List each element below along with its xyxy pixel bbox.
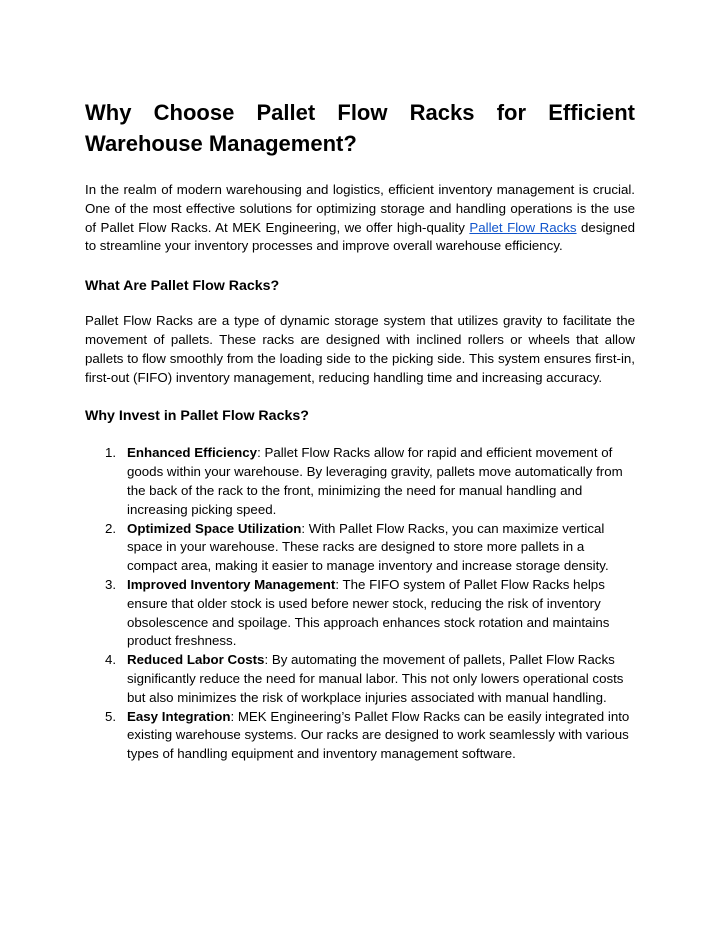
list-item-lead: Reduced Labor Costs bbox=[127, 652, 265, 668]
list-item bbox=[85, 708, 635, 764]
list-item-number: 5. bbox=[105, 708, 117, 724]
section-body-what-are: Pallet Flow Racks are a type of dynamic storage system that utilizes gravity to facilitate the movement of pallets. These racks are designed with inclined rollers or wheels that allow pallets to flow smoothly from the loading side to the picking side. This system ensures first-in, first-out (FIFO) inventory management, reducing handling time and increasing accuracy. bbox=[85, 313, 635, 385]
list-item bbox=[85, 520, 635, 576]
list-item-lead: Easy Integration bbox=[127, 708, 231, 724]
list-item bbox=[85, 576, 635, 651]
list-item-lead: Enhanced Efficiency bbox=[127, 445, 258, 461]
page-title-line-1: Why Choose Pallet Flow Racks for Efficient bbox=[85, 100, 635, 125]
intro-text-before-link: In the realm of modern warehousing and logistics, efficient inventory management is crucial. One of the most effective solutions for optimizing storage and handling operations is the use of Pallet Flow Racks. At MEK Engineering, we offer high-quality bbox=[85, 182, 635, 235]
list-item-text: : Pallet Flow Racks allow for rapid and efficient movement of goods within your warehouse. By leveraging gravity, pallets move automatically from the back of the rack to the front, minimizing the need for manual handling and increasing picking speed. bbox=[127, 445, 623, 517]
list-item-lead: Optimized Space Utilization bbox=[127, 520, 302, 536]
list-item-text: : MEK Engineering’s Pallet Flow Racks can be easily integrated into existing warehouse systems. Our racks are designed to work seamlessly with various types of handling equipment and inventory management software. bbox=[127, 708, 630, 762]
list-item-text: : By automating the movement of pallets, Pallet Flow Racks significantly reduce the need for manual labor. This not only lowers operational costs but also minimizes the risk of workplace injuries associated with manual handling. bbox=[127, 652, 624, 705]
intro-text-after-link: designed to streamline your inventory processes and improve overall warehouse efficiency. bbox=[85, 219, 635, 254]
page-title bbox=[85, 97, 635, 159]
section-heading-why-invest: Why Invest in Pallet Flow Racks? bbox=[85, 408, 309, 425]
list-item-number: 2. bbox=[105, 520, 117, 536]
list-item-number: 4. bbox=[105, 652, 117, 668]
document-page bbox=[85, 0, 635, 764]
list-item-text: : The FIFO system of Pallet Flow Racks helps ensure that older stock is used before newer stock, reducing the risk of inventory obsolescence and spoilage. This approach enhances stock rotation and maintains product freshness. bbox=[127, 576, 610, 649]
list-item-number: 1. bbox=[105, 445, 117, 461]
section-heading-what-are: What Are Pallet Flow Racks? bbox=[85, 278, 280, 295]
list-item bbox=[85, 444, 635, 519]
list-item-number: 3. bbox=[105, 576, 117, 592]
list-item-lead: Improved Inventory Management bbox=[127, 576, 336, 592]
pallet-flow-racks-link[interactable]: Pallet Flow Racks bbox=[469, 219, 577, 235]
benefits-list bbox=[85, 444, 635, 764]
page-title-line-2: Warehouse Management? bbox=[85, 131, 357, 156]
list-item-text: : With Pallet Flow Racks, you can maximize vertical space in your warehouse. These racks are designed to store more pallets in a compact area, making it easier to manage inventory and increase storage density. bbox=[127, 520, 609, 574]
intro-paragraph bbox=[85, 181, 635, 256]
list-item bbox=[85, 651, 635, 707]
